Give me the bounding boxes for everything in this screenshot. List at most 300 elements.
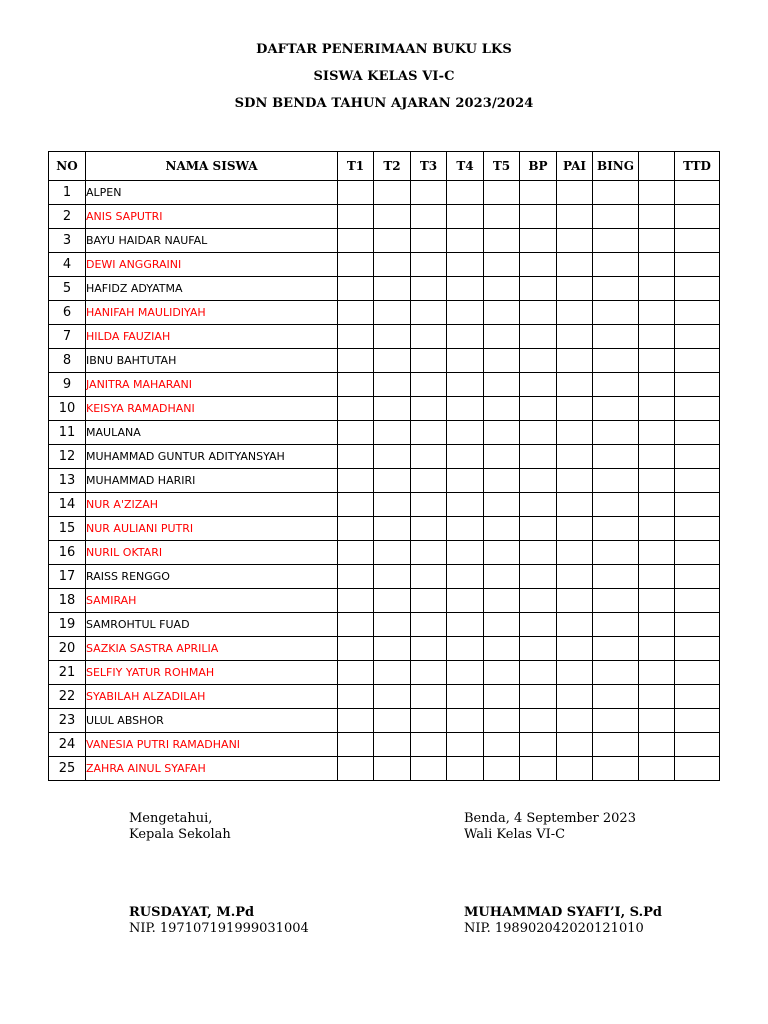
table-header-row [49,152,720,181]
cell-t1 [338,253,374,277]
row-number: 12 [49,445,86,469]
row-number: 3 [49,229,86,253]
cell-t1 [338,349,374,373]
cell-blank [639,229,675,253]
cell-pai [557,661,593,685]
cell-t4 [447,733,484,757]
cell-t3 [411,253,447,277]
cell-blank [639,277,675,301]
class-subtitle: SISWA KELAS VI-C [313,69,455,84]
cell-bp [520,445,557,469]
cell-ttd [675,397,720,421]
cell-ttd [675,661,720,685]
principal-title: Kepala Sekolah [129,827,231,842]
cell-ttd [675,253,720,277]
cell-bp [520,301,557,325]
cell-t3 [411,469,447,493]
cell-bing [593,517,639,541]
cell-t3 [411,541,447,565]
cell-bing [593,733,639,757]
cell-t2 [374,709,411,733]
cell-t1 [338,181,374,205]
table-row [49,757,720,781]
cell-t1 [338,373,374,397]
cell-blank [639,349,675,373]
cell-t5 [484,397,520,421]
student-name: NURIL OKTARI [86,541,338,565]
student-name: DEWI ANGGRAINI [86,253,338,277]
cell-t1 [338,709,374,733]
cell-pai [557,637,593,661]
cell-ttd [675,733,720,757]
cell-t4 [447,373,484,397]
cell-t3 [411,757,447,781]
row-number: 18 [49,589,86,613]
cell-t5 [484,253,520,277]
cell-t1 [338,301,374,325]
row-number: 10 [49,397,86,421]
cell-t4 [447,517,484,541]
cell-pai [557,373,593,397]
cell-t4 [447,541,484,565]
col-header-name: NAMA SISWA [86,152,338,181]
cell-t5 [484,469,520,493]
cell-t4 [447,301,484,325]
cell-pai [557,589,593,613]
cell-t3 [411,445,447,469]
cell-t4 [447,709,484,733]
cell-t5 [484,709,520,733]
cell-t5 [484,181,520,205]
table-row [49,181,720,205]
cell-t1 [338,493,374,517]
cell-t5 [484,373,520,397]
cell-blank [639,589,675,613]
cell-bp [520,541,557,565]
homeroom-title: Wali Kelas VI-C [464,827,566,842]
student-name: KEISYA RAMADHANI [86,397,338,421]
principal-name: RUSDAYAT, M.Pd [129,905,255,920]
cell-t5 [484,277,520,301]
table-row [49,229,720,253]
cell-bing [593,181,639,205]
cell-blank [639,373,675,397]
cell-t4 [447,613,484,637]
cell-bp [520,661,557,685]
cell-blank [639,301,675,325]
cell-ttd [675,517,720,541]
cell-pai [557,757,593,781]
cell-t5 [484,661,520,685]
cell-t4 [447,637,484,661]
cell-t1 [338,229,374,253]
cell-t4 [447,445,484,469]
cell-t3 [411,661,447,685]
table-row [49,253,720,277]
cell-t2 [374,373,411,397]
cell-t4 [447,421,484,445]
table-row [49,661,720,685]
cell-t5 [484,613,520,637]
cell-t3 [411,709,447,733]
cell-t1 [338,637,374,661]
row-number: 19 [49,613,86,637]
cell-blank [639,181,675,205]
cell-bing [593,349,639,373]
row-number: 11 [49,421,86,445]
cell-pai [557,205,593,229]
col-header-ttd: TTD [675,152,720,181]
cell-blank [639,661,675,685]
cell-blank [639,445,675,469]
student-name: JANITRA MAHARANI [86,373,338,397]
cell-t3 [411,733,447,757]
cell-ttd [675,493,720,517]
table-row [49,469,720,493]
cell-bing [593,397,639,421]
cell-bing [593,709,639,733]
cell-bing [593,253,639,277]
cell-t3 [411,613,447,637]
cell-bp [520,517,557,541]
row-number: 14 [49,493,86,517]
cell-t1 [338,445,374,469]
cell-t1 [338,469,374,493]
cell-blank [639,325,675,349]
cell-t1 [338,565,374,589]
cell-t5 [484,685,520,709]
cell-pai [557,685,593,709]
cell-ttd [675,181,720,205]
cell-t5 [484,565,520,589]
cell-bp [520,757,557,781]
row-number: 8 [49,349,86,373]
cell-t1 [338,421,374,445]
cell-t2 [374,517,411,541]
row-number: 9 [49,373,86,397]
cell-t2 [374,205,411,229]
cell-blank [639,565,675,589]
row-number: 20 [49,637,86,661]
cell-pai [557,493,593,517]
cell-pai [557,181,593,205]
cell-t4 [447,757,484,781]
cell-ttd [675,757,720,781]
cell-t4 [447,277,484,301]
cell-t3 [411,685,447,709]
cell-ttd [675,277,720,301]
table-row [49,421,720,445]
cell-pai [557,445,593,469]
cell-blank [639,541,675,565]
row-number: 22 [49,685,86,709]
student-name: ULUL ABSHOR [86,709,338,733]
cell-bing [593,421,639,445]
roster-body [49,181,720,781]
cell-t4 [447,493,484,517]
cell-blank [639,205,675,229]
table-row [49,637,720,661]
cell-t2 [374,397,411,421]
cell-t4 [447,349,484,373]
cell-bp [520,733,557,757]
cell-t2 [374,757,411,781]
cell-bp [520,277,557,301]
cell-t2 [374,733,411,757]
cell-bing [593,205,639,229]
cell-bp [520,229,557,253]
cell-t5 [484,757,520,781]
cell-pai [557,253,593,277]
student-name: SAMROHTUL FUAD [86,613,338,637]
cell-t2 [374,349,411,373]
table-row [49,301,720,325]
cell-pai [557,229,593,253]
row-number: 2 [49,205,86,229]
row-number: 13 [49,469,86,493]
principal-nip: NIP. 197107191999031004 [129,921,309,936]
cell-blank [639,469,675,493]
col-header-bp: BP [520,152,557,181]
table-row [49,733,720,757]
table-row [49,613,720,637]
table-row [49,685,720,709]
cell-t2 [374,301,411,325]
cell-bp [520,205,557,229]
cell-pai [557,421,593,445]
cell-bing [593,565,639,589]
cell-bing [593,661,639,685]
cell-blank [639,493,675,517]
homeroom-teacher-name: MUHAMMAD SYAFI’I, S.Pd [464,905,662,920]
cell-bing [593,325,639,349]
left-signature-block [129,811,309,937]
student-name: NUR AULIANI PUTRI [86,517,338,541]
place-date: Benda, 4 September 2023 [464,811,636,826]
cell-t5 [484,493,520,517]
student-name: SAMIRAH [86,589,338,613]
cell-t1 [338,277,374,301]
cell-t2 [374,445,411,469]
cell-bp [520,373,557,397]
cell-t1 [338,685,374,709]
cell-t3 [411,349,447,373]
cell-ttd [675,709,720,733]
cell-pai [557,325,593,349]
cell-bp [520,637,557,661]
cell-t5 [484,445,520,469]
cell-t5 [484,325,520,349]
cell-t2 [374,565,411,589]
table-row [49,565,720,589]
cell-t3 [411,637,447,661]
cell-bing [593,613,639,637]
cell-blank [639,517,675,541]
cell-bp [520,325,557,349]
cell-ttd [675,301,720,325]
cell-ttd [675,349,720,373]
student-name: ANIS SAPUTRI [86,205,338,229]
cell-t2 [374,613,411,637]
cell-pai [557,349,593,373]
cell-t1 [338,661,374,685]
table-row [49,205,720,229]
row-number: 23 [49,709,86,733]
row-number: 1 [49,181,86,205]
cell-t2 [374,181,411,205]
cell-t1 [338,541,374,565]
cell-t1 [338,757,374,781]
cell-t1 [338,205,374,229]
table-row [49,445,720,469]
table-row [49,517,720,541]
cell-bing [593,373,639,397]
cell-t3 [411,325,447,349]
cell-pai [557,613,593,637]
cell-pai [557,517,593,541]
col-header-t5: T5 [484,152,520,181]
cell-bing [593,469,639,493]
cell-t5 [484,517,520,541]
col-header-t1: T1 [338,152,374,181]
row-number: 7 [49,325,86,349]
cell-ttd [675,205,720,229]
cell-t5 [484,229,520,253]
cell-bing [593,229,639,253]
cell-bp [520,685,557,709]
cell-pai [557,277,593,301]
cell-t2 [374,325,411,349]
row-number: 6 [49,301,86,325]
cell-ttd [675,325,720,349]
col-header-t4: T4 [447,152,484,181]
cell-blank [639,733,675,757]
student-name: SYABILAH ALZADILAH [86,685,338,709]
cell-t4 [447,229,484,253]
cell-t2 [374,421,411,445]
cell-t3 [411,229,447,253]
cell-t3 [411,301,447,325]
student-name: HILDA FAUZIAH [86,325,338,349]
cell-t4 [447,469,484,493]
cell-bp [520,613,557,637]
cell-t3 [411,589,447,613]
cell-pai [557,733,593,757]
cell-bp [520,421,557,445]
cell-ttd [675,541,720,565]
row-number: 25 [49,757,86,781]
row-number: 5 [49,277,86,301]
cell-bing [593,493,639,517]
student-name: MUHAMMAD GUNTUR ADITYANSYAH [86,445,338,469]
cell-t3 [411,373,447,397]
cell-t2 [374,685,411,709]
cell-t4 [447,685,484,709]
cell-t5 [484,637,520,661]
cell-blank [639,421,675,445]
cell-t3 [411,181,447,205]
cell-ttd [675,445,720,469]
student-name: HANIFAH MAULIDIYAH [86,301,338,325]
cell-t3 [411,493,447,517]
cell-t3 [411,421,447,445]
cell-bp [520,181,557,205]
cell-ttd [675,421,720,445]
cell-t4 [447,325,484,349]
row-number: 15 [49,517,86,541]
cell-ttd [675,589,720,613]
cell-t5 [484,421,520,445]
cell-t3 [411,517,447,541]
cell-ttd [675,613,720,637]
cell-blank [639,613,675,637]
row-number: 21 [49,661,86,685]
cell-blank [639,757,675,781]
cell-bp [520,469,557,493]
cell-t5 [484,733,520,757]
cell-bing [593,301,639,325]
cell-t5 [484,301,520,325]
cell-t1 [338,517,374,541]
cell-t3 [411,397,447,421]
cell-pai [557,469,593,493]
cell-t1 [338,613,374,637]
cell-t3 [411,565,447,589]
cell-blank [639,637,675,661]
cell-ttd [675,469,720,493]
student-name: RAISS RENGGO [86,565,338,589]
cell-bp [520,349,557,373]
cell-bp [520,493,557,517]
cell-pai [557,709,593,733]
cell-blank [639,253,675,277]
acknowledged-label: Mengetahui, [129,811,213,826]
cell-t5 [484,205,520,229]
cell-bing [593,541,639,565]
cell-ttd [675,637,720,661]
student-name: BAYU HAIDAR NAUFAL [86,229,338,253]
cell-bing [593,757,639,781]
homeroom-teacher-nip: NIP. 198902042020121010 [464,921,644,936]
table-row [49,541,720,565]
cell-bing [593,685,639,709]
cell-t2 [374,253,411,277]
cell-t3 [411,205,447,229]
student-roster-table [48,151,720,781]
student-name: IBNU BAHTUTAH [86,349,338,373]
col-header-t3: T3 [411,152,447,181]
document-title: DAFTAR PENERIMAAN BUKU LKS [256,42,512,57]
cell-t4 [447,661,484,685]
student-name: SELFIY YATUR ROHMAH [86,661,338,685]
student-name: ZAHRA AINUL SYAFAH [86,757,338,781]
student-name: NUR A'ZIZAH [86,493,338,517]
row-number: 16 [49,541,86,565]
table-row [49,709,720,733]
row-number: 24 [49,733,86,757]
col-header-blank [639,152,675,181]
cell-ttd [675,373,720,397]
cell-ttd [675,565,720,589]
cell-pai [557,301,593,325]
table-row [49,277,720,301]
cell-bing [593,277,639,301]
table-row [49,589,720,613]
cell-t5 [484,541,520,565]
table-row [49,325,720,349]
table-row [49,373,720,397]
col-header-t2: T2 [374,152,411,181]
